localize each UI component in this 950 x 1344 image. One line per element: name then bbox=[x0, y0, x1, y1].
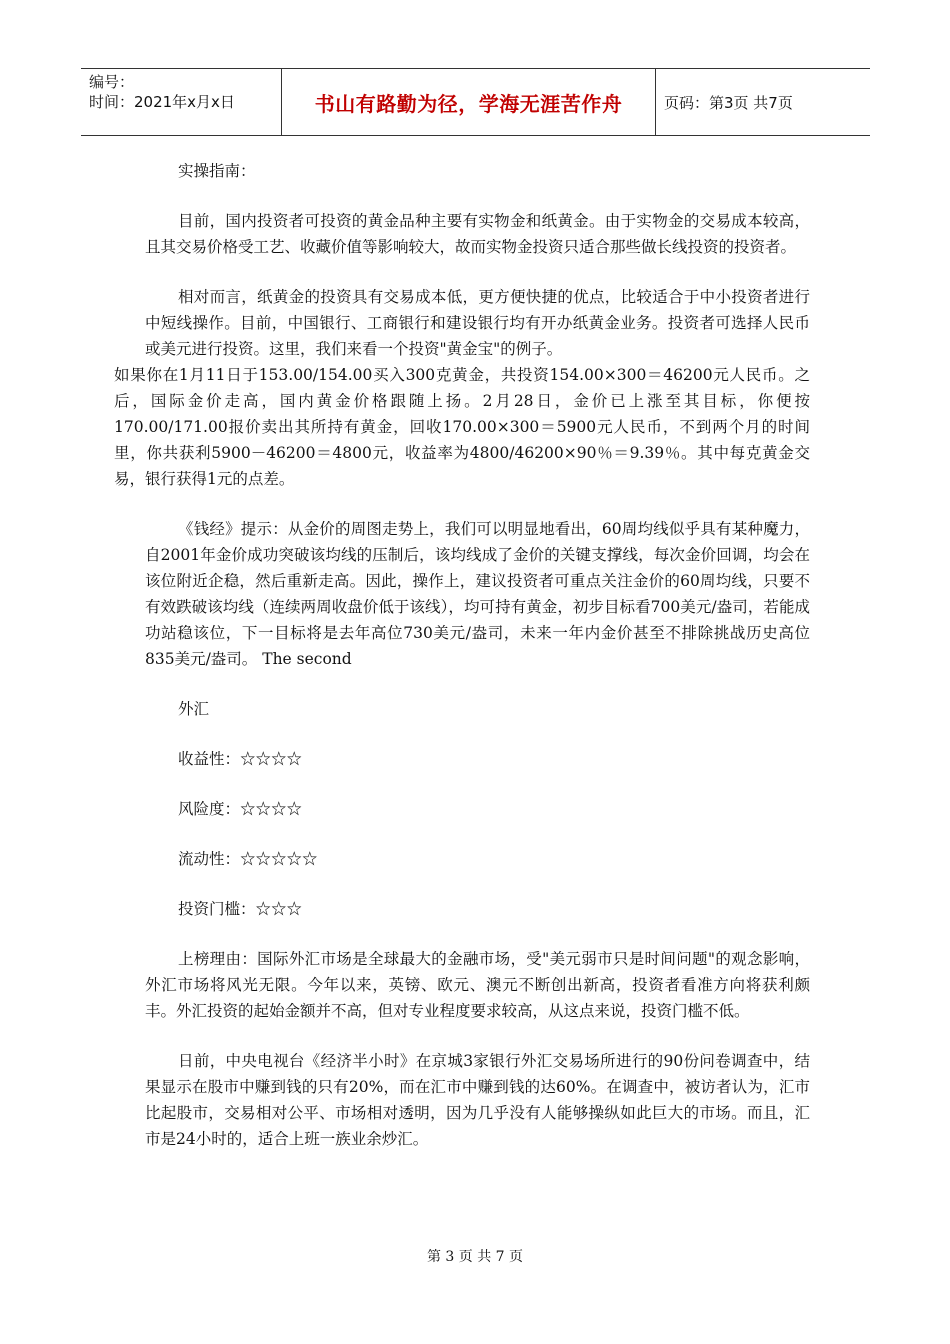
page-footer: 第 3 页 共 7 页 bbox=[426, 1249, 524, 1265]
rating-liquidity: 流动性：☆☆☆☆☆ bbox=[178, 850, 318, 868]
document-body bbox=[114, 150, 810, 1152]
paragraph-paper-gold: 相对而言，纸黄金的投资具有交易成本低，更方便快捷的优点，比较适合于中小投资者进行中短线操作。目前，中国银行、工商银行和建设银行均有开办纸黄金业务。投资者可选择人民币或美元进行投资。这里，我们来看一个投资"黄金宝"的例子。 bbox=[145, 288, 810, 358]
section-heading: 实操指南： bbox=[178, 162, 256, 180]
paragraph-gold-example: 如果你在1月11日于153.00/154.00买入300克黄金，共投资154.00×300＝46200元人民币。之后，国际金价走高，国内黄金价格跟随上扬。2月28日，金价已上涨至其目标，你便按170.00/171.00报价卖出其所持有黄金，回收170.00×300＝5900元人民币，不到两个月的时间里，你共获利5900－46200＝4800元，收益率为4800/46200×90％＝9.39％。其中每克黄金交易，银行获得1元的点差。 bbox=[114, 366, 810, 488]
time-label: 时间：2021年x月x日 bbox=[89, 93, 235, 111]
rating-threshold: 投资门槛：☆☆☆ bbox=[178, 900, 303, 918]
paragraph-qianjing-tip: 《钱经》提示：从金价的周图走势上，我们可以明显地看出，60周均线似乎具有某种魔力，自2001年金价成功突破该均线的压制后，该均线成了金价的关键支撑线，每次金价回调，均会在该位附近企稳，然后重新走高。因此，操作上，建议投资者可重点关注金价的60周均线，只要不有效跌破该均线（连续两周收盘价低于该线），均可持有黄金，初步目标看700美元/盎司，若能成功站稳该位，下一目标将是去年高位730美元/盎司，未来一年内金价甚至不排除挑战历史高位835美元/盎司。 The second bbox=[145, 520, 810, 668]
paragraph-physical-gold: 目前，国内投资者可投资的黄金品种主要有实物金和纸黄金。由于实物金的交易成本较高，且其交易价格受工艺、收藏价值等影响较大，故而实物金投资只适合那些做长线投资的投资者。 bbox=[145, 212, 810, 256]
header-meta bbox=[81, 69, 282, 135]
code-label: 编号： bbox=[89, 73, 135, 91]
page-header bbox=[81, 68, 870, 136]
header-motto: 书山有路勤为径，学海无涯苦作舟 bbox=[282, 69, 656, 135]
rating-yield: 收益性：☆☆☆☆ bbox=[178, 750, 303, 768]
rating-risk: 风险度：☆☆☆☆ bbox=[178, 800, 303, 818]
paragraph-forex-survey: 日前，中央电视台《经济半小时》在京城3家银行外汇交易场所进行的90份问卷调查中，结果显示在股市中赚到钱的只有20%，而在汇市中赚到钱的达60%。在调查中，被访者认为，汇市比起股市，交易相对公平、市场相对透明，因为几乎没有人能够操纵如此巨大的市场。而且，汇市是24小时的，适合上班一族业余炒汇。 bbox=[145, 1052, 810, 1148]
forex-title: 外汇 bbox=[178, 700, 210, 718]
paragraph-forex-reason: 上榜理由：国际外汇市场是全球最大的金融市场，受"美元弱市只是时间问题"的观念影响，外汇市场将风光无限。今年以来，英镑、欧元、澳元不断创出新高，投资者看准方向将获利颇丰。外汇投资的起始金额并不高，但对专业程度要求较高，从这点来说，投资门槛不低。 bbox=[145, 950, 810, 1020]
header-page-info: 页码：第3页 共7页 bbox=[664, 93, 793, 112]
